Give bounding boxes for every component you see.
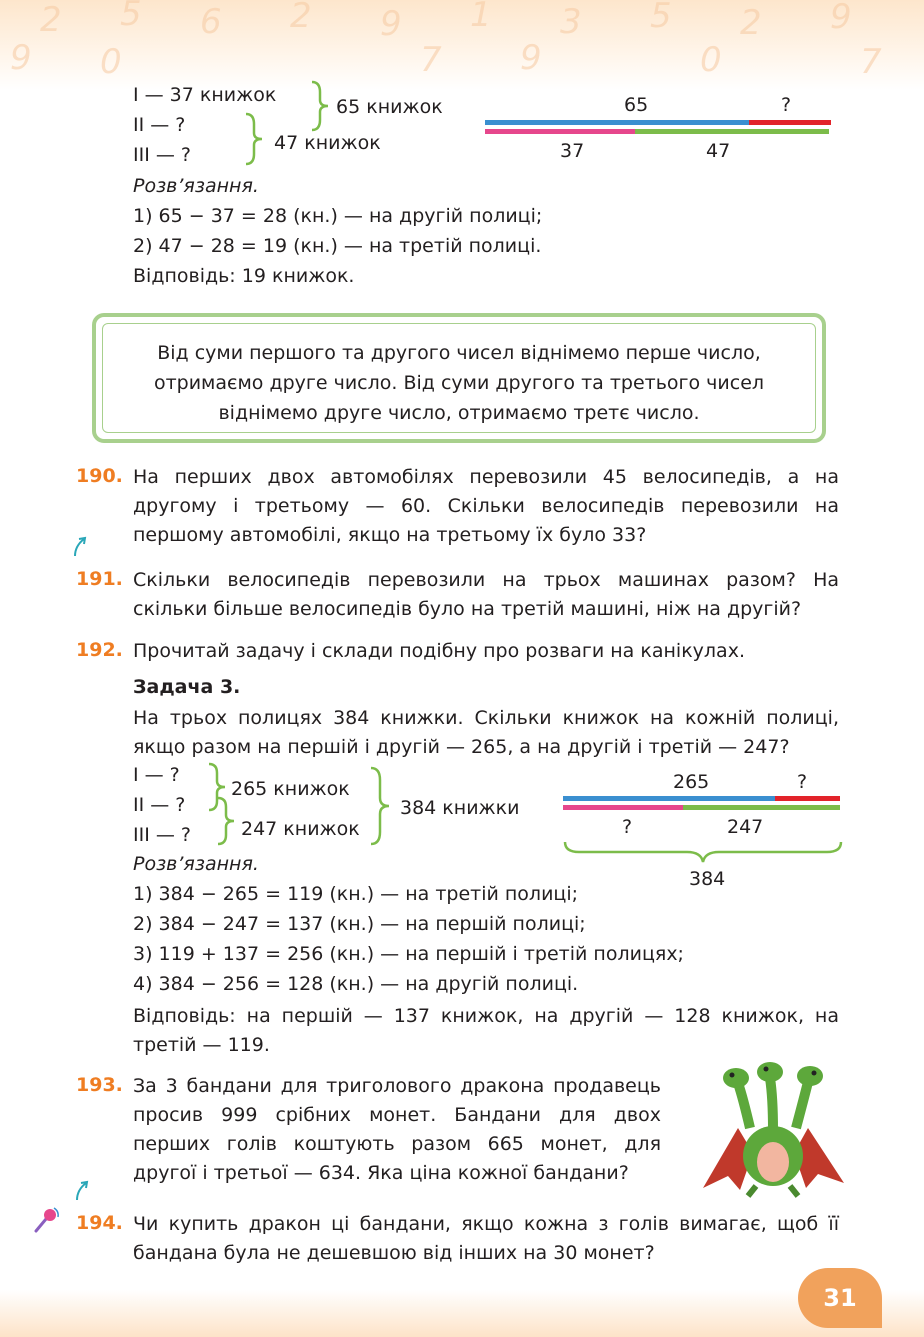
problem-number-193: 193. bbox=[76, 1074, 123, 1096]
problem-text-190: На перших двох автомобілях перевозили 45 велосипедів, а на другому і третьому — 60. Скільки велосипедів перевозили на першому автомобілі, якщо на третьому їх було 33? bbox=[133, 466, 839, 546]
rule-line-2: отримаємо друге число. Від суми другого та третього чисел bbox=[153, 372, 765, 394]
task3-segment-pink bbox=[563, 805, 683, 810]
rule-text bbox=[102, 323, 816, 433]
diagram-top-sum: 65 bbox=[624, 94, 649, 116]
problem-text-194: Чи купить дракон ці бандани, якщо кожна з голів вимагає, щоб її бандана була не дешевшою від інших на 30 монет? bbox=[133, 1213, 839, 1264]
footer-decoration bbox=[0, 1290, 924, 1337]
task3-answer: Відповідь: на першій — 137 книжок, на другій — 128 книжок, на третій — 119. bbox=[133, 1005, 839, 1056]
three-headed-dragon-illustration bbox=[698, 1058, 848, 1198]
segment-pink bbox=[485, 129, 635, 134]
diagram-top-question: ? bbox=[781, 94, 792, 116]
microphone-icon bbox=[30, 1205, 62, 1237]
segment-blue bbox=[485, 120, 749, 125]
task3-diagram-bottom-question: ? bbox=[622, 816, 633, 838]
brace-top bbox=[310, 80, 334, 132]
rule-box bbox=[92, 313, 826, 443]
problem-number-192: 192. bbox=[76, 639, 123, 661]
problem-text-193: За 3 бандани для триголового дракона продавець просив 999 срібних монет. Бандани для двох перших голів коштують разом 665 монет, для другої і третьої — 634. Яка ціна кожної бандани? bbox=[133, 1075, 661, 1184]
task3-solution-title: Розв’язання. bbox=[133, 853, 259, 875]
brace-top-label: 65 книжок bbox=[336, 96, 443, 118]
given-shelf-3: ІІІ — ? bbox=[133, 144, 191, 166]
solution-title: Розв’язання. bbox=[133, 175, 259, 197]
problem-text-192: Прочитай задачу і склади подібну про розваги на канікулах. bbox=[133, 640, 745, 662]
task3-segment-green bbox=[683, 805, 840, 810]
task3-diagram-bottom-b: 247 bbox=[727, 816, 764, 838]
task3-diagram-top-question: ? bbox=[797, 771, 808, 793]
page-number: 31 bbox=[798, 1268, 882, 1328]
task3-brace-bottom bbox=[216, 796, 240, 846]
solution-step-2: 2) 47 − 28 = 19 (кн.) — на третій полиці. bbox=[133, 235, 542, 257]
task3-step-1: 1) 384 − 265 = 119 (кн.) — на третій полиці; bbox=[133, 883, 579, 905]
brace-bottom bbox=[244, 112, 268, 166]
task3-diagram-top-sum: 265 bbox=[673, 771, 710, 793]
diagram-bottom-b: 47 bbox=[706, 140, 731, 162]
task3-brace-total-label: 384 книжки bbox=[400, 797, 520, 819]
rule-line-3: віднімемо друге число, отримаємо третє число. bbox=[218, 402, 700, 424]
task3-title: Задача 3. bbox=[133, 676, 241, 698]
task3-given-3: ІІІ — ? bbox=[133, 824, 191, 846]
segment-red bbox=[749, 120, 831, 125]
arrow-icon bbox=[72, 536, 88, 558]
task3-step-2: 2) 384 − 247 = 137 (кн.) — на першій полиці; bbox=[133, 913, 586, 935]
task3-total-brace bbox=[563, 840, 843, 864]
task3-given-1: І — ? bbox=[133, 764, 180, 786]
task3-step-3: 3) 119 + 137 = 256 (кн.) — на першій і третій полицях; bbox=[133, 943, 684, 965]
task3-diagram-total: 384 bbox=[689, 868, 726, 890]
arrow-icon bbox=[74, 1180, 90, 1202]
answer: Відповідь: 19 книжок. bbox=[133, 265, 355, 287]
segment-green bbox=[635, 129, 829, 134]
task3-given-2: ІІ — ? bbox=[133, 794, 186, 816]
solution-step-1: 1) 65 − 37 = 28 (кн.) — на другій полиці; bbox=[133, 205, 543, 227]
task3-segment-red bbox=[775, 796, 840, 801]
task3-brace-bottom-label: 247 книжок bbox=[241, 818, 360, 840]
task3-brace-total bbox=[369, 766, 395, 846]
task3-step-4: 4) 384 − 256 = 128 (кн.) — на другій полиці. bbox=[133, 973, 579, 995]
given-shelf-1: І — 37 книжок bbox=[133, 84, 277, 106]
task3-segment-blue bbox=[563, 796, 775, 801]
task3-brace-top-label: 265 книжок bbox=[231, 778, 350, 800]
header-decoration: 2 5 6 2 9 1 3 5 2 9 9 0 7 9 0 7 bbox=[0, 0, 924, 90]
given-shelf-2: ІІ — ? bbox=[133, 114, 186, 136]
problem-number-194: 194. bbox=[76, 1212, 123, 1234]
diagram-bottom-a: 37 bbox=[560, 140, 585, 162]
problem-number-190: 190. bbox=[76, 465, 123, 487]
task3-statement: На трьох полицях 384 книжки. Скільки книжок на кожній полиці, якщо разом на першій і другій — 265, а на другій і третій — 247? bbox=[133, 707, 839, 758]
rule-line-1: Від суми першого та другого чисел віднімемо перше число, bbox=[157, 342, 761, 364]
problem-number-191: 191. bbox=[76, 568, 123, 590]
brace-bottom-label: 47 книжок bbox=[274, 132, 381, 154]
problem-text-191: Скільки велосипедів перевозили на трьох машинах разом? На скільки більше велосипедів було на третій машині, ніж на другій? bbox=[133, 569, 839, 620]
